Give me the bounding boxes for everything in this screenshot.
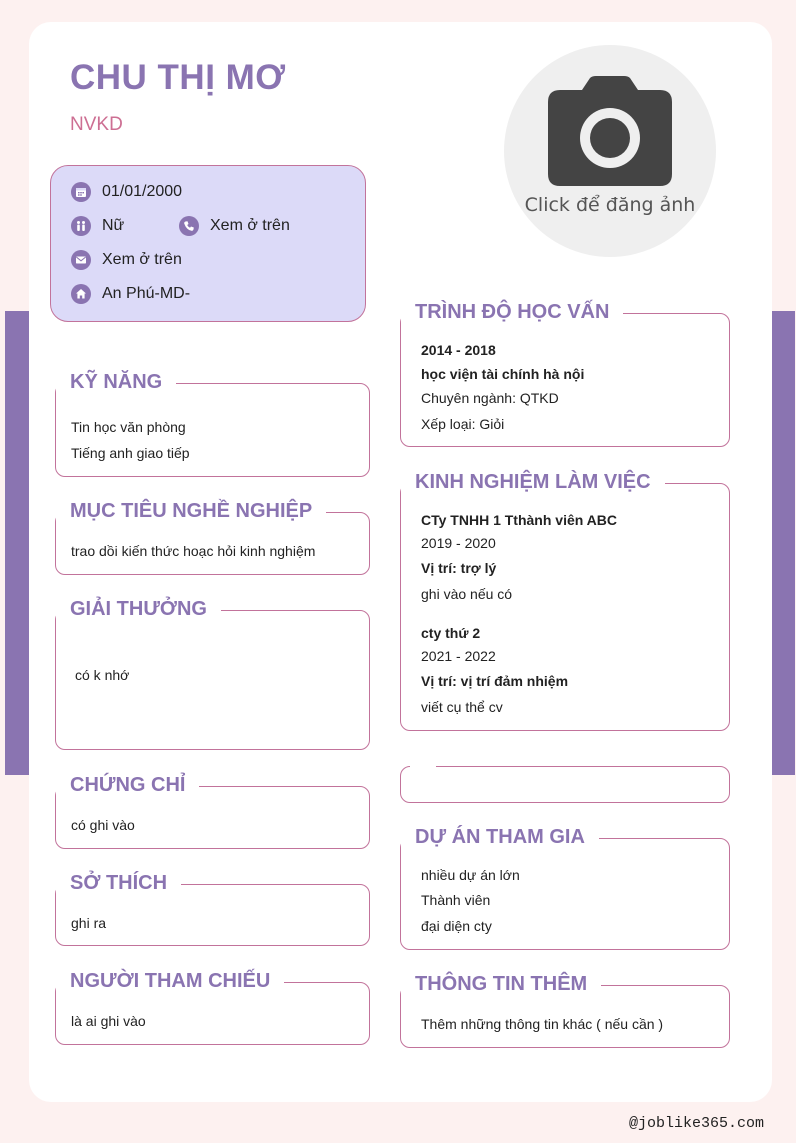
education-grade: Xếp loại: Giỏi [421,416,505,432]
references-text: là ai ghi vào [71,1013,146,1029]
photo-upload-label: Click để đăng ảnh [524,194,696,216]
gender-value[interactable]: Nữ [102,217,125,234]
job-company: cty thứ 2 [421,625,481,641]
project-item: đại diện cty [421,918,492,934]
phone-icon [179,216,199,236]
job-position: Vị trí: vị trí đảm nhiệm [421,673,569,689]
additional-text: Thêm những thông tin khác ( nếu cần ) [421,1016,664,1032]
awards-text: có k nhớ [75,667,130,683]
job-period: 2019 - 2020 [421,535,496,551]
address-row [71,284,190,304]
additional-title: THÔNG TIN THÊM [401,973,601,996]
job-company: CTy TNHH 1 Tthành viên ABC [421,512,618,528]
calendar-icon [71,182,91,202]
home-icon [71,284,91,304]
phone-row [179,216,290,236]
hobbies-title: SỞ THÍCH [56,872,181,895]
project-item: Thành viên [421,892,491,908]
awards-title: GIẢI THƯỞNG [56,598,221,621]
hobbies-text: ghi ra [71,915,107,931]
birthday-value[interactable]: 01/01/2000 [102,183,183,200]
education-period: 2014 - 2018 [421,342,496,358]
job-period: 2021 - 2022 [421,648,496,664]
project-item: nhiều dự án lớn [421,867,520,883]
gender-icon [71,216,91,236]
job-description: ghi vào nếu có [421,586,513,602]
certificates-text: có ghi vào [71,817,135,833]
education-title: TRÌNH ĐỘ HỌC VẤN [401,301,623,324]
references-title: NGƯỜI THAM CHIẾU [56,970,284,993]
experience-title: KINH NGHIỆM LÀM VIỆC [401,471,665,494]
photo-upload[interactable] [504,45,716,257]
right-decor-band [772,311,795,775]
phone-value[interactable]: Xem ở trên [210,217,290,234]
address-value[interactable]: An Phú-MD- [102,285,191,302]
certificates-title: CHỨNG CHỈ [56,774,199,797]
candidate-title[interactable]: NVKD [70,114,123,135]
projects-title: DỰ ÁN THAM GIA [401,826,599,849]
camera-icon [546,76,674,188]
empty-section[interactable] [400,766,730,803]
skills-title: KỸ NĂNG [56,371,176,394]
contact-info-box [50,165,366,322]
job-description: viết cụ thể cv [421,699,503,715]
objective-title: MỤC TIÊU NGHỀ NGHIỆP [56,500,326,523]
education-major: Chuyên ngành: QTKD [421,390,559,406]
email-value[interactable]: Xem ở trên [102,251,182,268]
skill-item: Tiếng anh giao tiếp [71,445,190,461]
candidate-name[interactable]: CHU THỊ MƠ [70,58,286,97]
footer-brand: @joblike365.com [628,1115,764,1132]
gender-row [71,216,124,236]
email-row [71,250,182,270]
birthday-row [71,182,182,202]
left-decor-band [5,311,29,775]
objective-text: trao dồi kiến thức hoạc hỏi kinh nghiệm [71,543,316,559]
mail-icon [71,250,91,270]
job-position: Vị trí: trợ lý [421,560,497,576]
skill-item: Tin học văn phòng [71,419,186,435]
education-school: học viện tài chính hà nội [421,366,585,382]
empty-section-title-gap [410,762,436,770]
